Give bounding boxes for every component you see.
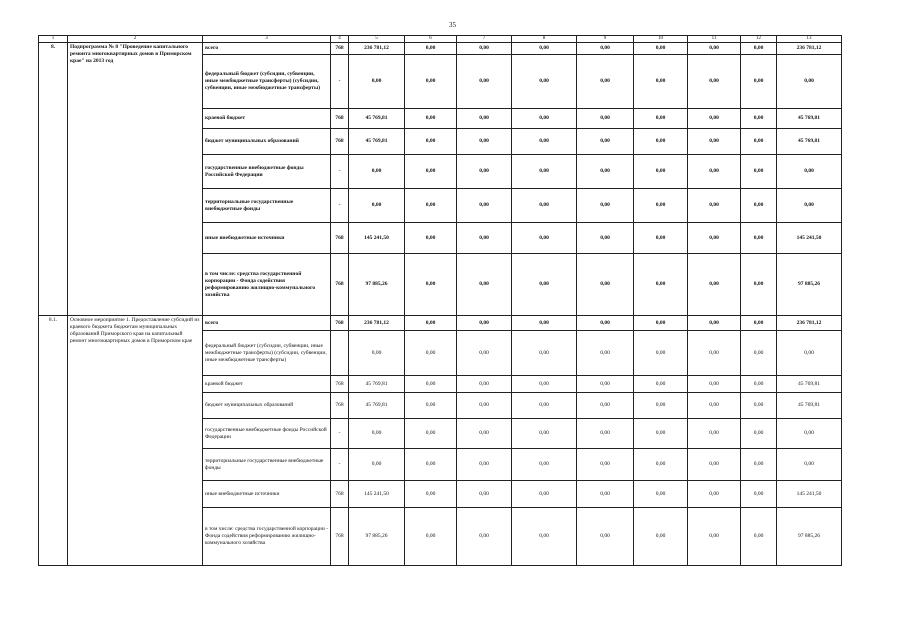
budget-table <box>38 35 842 566</box>
amount-cell: 45 769,81 <box>349 393 405 419</box>
amount-cell: 0,00 <box>577 223 634 254</box>
column-number: 1 <box>39 36 68 43</box>
amount-cell: 0,00 <box>634 508 688 566</box>
amount-cell: 0,00 <box>405 129 457 155</box>
amount-cell: 0,00 <box>634 481 688 508</box>
amount-cell: 0,00 <box>349 55 405 109</box>
amount-cell: 0,00 <box>405 331 457 376</box>
amount-cell: 0,00 <box>741 189 777 223</box>
amount-cell: 0,00 <box>688 508 741 566</box>
amount-cell: 0,00 <box>512 481 577 508</box>
amount-cell: 0,00 <box>777 189 842 223</box>
amount-cell: 0,00 <box>577 129 634 155</box>
amount-cell: 0,00 <box>577 155 634 189</box>
amount-cell: 0,00 <box>741 376 777 393</box>
column-number: 8 <box>512 36 577 43</box>
code-cell: - <box>331 155 349 189</box>
amount-cell: 0,00 <box>688 155 741 189</box>
code-cell: 768 <box>331 223 349 254</box>
funding-source: иные внебюджетные источники <box>203 223 331 254</box>
amount-cell: 45 769,81 <box>349 129 405 155</box>
column-number: 12 <box>741 36 777 43</box>
amount-cell: 0,00 <box>688 189 741 223</box>
amount-cell: 0,00 <box>405 189 457 223</box>
amount-cell: 0,00 <box>577 481 634 508</box>
amount-cell: 0,00 <box>512 223 577 254</box>
amount-cell: 0,00 <box>634 129 688 155</box>
amount-cell: 0,00 <box>577 393 634 419</box>
amount-cell: 0,00 <box>405 43 457 55</box>
amount-cell: 0,00 <box>741 449 777 481</box>
amount-cell: 0,00 <box>688 376 741 393</box>
amount-cell: 0,00 <box>349 449 405 481</box>
code-cell: - <box>331 189 349 223</box>
amount-cell: 97 885,26 <box>349 508 405 566</box>
amount-cell: 0,00 <box>688 43 741 55</box>
amount-cell: 0,00 <box>512 449 577 481</box>
amount-cell: 0,00 <box>741 155 777 189</box>
amount-cell: 236 781,12 <box>777 43 842 55</box>
subprogram-section <box>39 43 842 316</box>
amount-cell: 0,00 <box>688 129 741 155</box>
amount-cell: 0,00 <box>741 331 777 376</box>
amount-cell: 0,00 <box>577 43 634 55</box>
funding-source: в том числе: средства государственной корпорации - Фонда содействия реформированию жилищно-коммунального хозяйства <box>203 508 331 566</box>
code-cell: 768 <box>331 481 349 508</box>
amount-cell: 0,00 <box>405 449 457 481</box>
amount-cell: 0,00 <box>688 393 741 419</box>
amount-cell: 0,00 <box>457 376 512 393</box>
amount-cell: 45 769,81 <box>777 393 842 419</box>
amount-cell: 0,00 <box>577 508 634 566</box>
amount-cell: 0,00 <box>741 481 777 508</box>
amount-cell: 145 241,50 <box>777 481 842 508</box>
amount-cell: 0,00 <box>349 331 405 376</box>
amount-cell: 0,00 <box>634 109 688 129</box>
column-number: 3 <box>203 36 331 43</box>
amount-cell: 0,00 <box>688 481 741 508</box>
funding-source: в том числе: средства государственной корпорации - Фонда содействия реформированию жилищно-коммунального хозяйства <box>203 254 331 316</box>
amount-cell: 0,00 <box>512 254 577 316</box>
amount-cell: 0,00 <box>405 376 457 393</box>
amount-cell: 0,00 <box>457 223 512 254</box>
amount-cell: 0,00 <box>512 508 577 566</box>
amount-cell: 0,00 <box>577 449 634 481</box>
column-number: 5 <box>349 36 405 43</box>
amount-cell: 0,00 <box>634 223 688 254</box>
amount-cell: 0,00 <box>457 189 512 223</box>
amount-cell: 0,00 <box>688 223 741 254</box>
amount-cell: 0,00 <box>349 419 405 449</box>
code-cell: 768 <box>331 316 349 331</box>
amount-cell: 0,00 <box>457 43 512 55</box>
amount-cell: 236 781,12 <box>349 43 405 55</box>
funding-source: территориальные государственные внебюджетные фонды <box>203 189 331 223</box>
amount-cell: 0,00 <box>405 481 457 508</box>
amount-cell: 0,00 <box>634 316 688 331</box>
code-cell: 768 <box>331 254 349 316</box>
amount-cell: 0,00 <box>512 331 577 376</box>
amount-cell: 0,00 <box>577 331 634 376</box>
amount-cell: 0,00 <box>577 419 634 449</box>
amount-cell: 0,00 <box>512 376 577 393</box>
amount-cell: 236 781,12 <box>777 316 842 331</box>
amount-cell: 0,00 <box>634 393 688 419</box>
amount-cell: 0,00 <box>405 223 457 254</box>
amount-cell: 0,00 <box>688 419 741 449</box>
amount-cell: 0,00 <box>777 331 842 376</box>
funding-source: государственные внебюджетные фонды Российской Федерации <box>203 419 331 449</box>
amount-cell: 0,00 <box>457 55 512 109</box>
amount-cell: 45 769,81 <box>777 129 842 155</box>
table-row <box>39 316 842 331</box>
amount-cell: 0,00 <box>688 449 741 481</box>
funding-source: краевой бюджет <box>203 376 331 393</box>
amount-cell: 0,00 <box>688 316 741 331</box>
section-number: 8. <box>39 43 68 316</box>
amount-cell: 45 769,81 <box>349 376 405 393</box>
amount-cell: 0,00 <box>741 129 777 155</box>
funding-source: бюджет муниципальных образований <box>203 393 331 419</box>
amount-cell: 0,00 <box>741 223 777 254</box>
funding-source: краевой бюджет <box>203 109 331 129</box>
amount-cell: 0,00 <box>405 393 457 419</box>
amount-cell: 0,00 <box>777 419 842 449</box>
amount-cell: 0,00 <box>634 419 688 449</box>
section-title: Основное мероприятие 1. Предоставление субсидий из краевого бюджета бюджетам муниципальных образований Приморского края на капитальный ремонт многоквартирных домов в Приморском крае <box>68 316 203 566</box>
amount-cell: 0,00 <box>634 376 688 393</box>
amount-cell: 0,00 <box>512 43 577 55</box>
funding-source: территориальные государственные внебюджетные фонды <box>203 449 331 481</box>
code-cell <box>331 331 349 376</box>
amount-cell: 236 781,12 <box>349 316 405 331</box>
column-number: 7 <box>457 36 512 43</box>
funding-source: всего <box>203 316 331 331</box>
amount-cell: 0,00 <box>634 189 688 223</box>
amount-cell: 0,00 <box>512 419 577 449</box>
section-number: 8.1. <box>39 316 68 566</box>
amount-cell: 97 885,26 <box>777 508 842 566</box>
amount-cell: 0,00 <box>457 481 512 508</box>
amount-cell: 0,00 <box>457 449 512 481</box>
code-cell: - <box>331 55 349 109</box>
amount-cell: 0,00 <box>405 155 457 189</box>
amount-cell: 0,00 <box>741 419 777 449</box>
column-number: 6 <box>405 36 457 43</box>
column-number: 11 <box>688 36 741 43</box>
column-number: 9 <box>577 36 634 43</box>
amount-cell: 0,00 <box>405 254 457 316</box>
amount-cell: 0,00 <box>741 55 777 109</box>
amount-cell: 0,00 <box>634 155 688 189</box>
amount-cell: 0,00 <box>741 254 777 316</box>
amount-cell: 0,00 <box>688 55 741 109</box>
amount-cell: 0,00 <box>512 393 577 419</box>
code-cell: 768 <box>331 376 349 393</box>
amount-cell: 145 241,50 <box>349 223 405 254</box>
amount-cell: 0,00 <box>405 508 457 566</box>
amount-cell: 0,00 <box>577 316 634 331</box>
column-number-row <box>39 36 842 43</box>
amount-cell: 0,00 <box>577 109 634 129</box>
amount-cell: 0,00 <box>457 419 512 449</box>
amount-cell: 97 885,26 <box>349 254 405 316</box>
amount-cell: 0,00 <box>405 55 457 109</box>
amount-cell: 0,00 <box>405 419 457 449</box>
amount-cell: 0,00 <box>349 155 405 189</box>
amount-cell: 0,00 <box>688 331 741 376</box>
funding-source: федеральный бюджет (субсидии, субвенции, иные межбюджетные трансферты) (субсидии, субвенции, иные межбюджетные трансферты) <box>203 55 331 109</box>
amount-cell: 0,00 <box>405 316 457 331</box>
amount-cell: 45 769,81 <box>349 109 405 129</box>
amount-cell: 0,00 <box>741 393 777 419</box>
amount-cell: 145 241,50 <box>349 481 405 508</box>
column-number: 13 <box>777 36 842 43</box>
amount-cell: 0,00 <box>741 508 777 566</box>
activity-section <box>39 316 842 566</box>
amount-cell: 0,00 <box>457 254 512 316</box>
amount-cell: 0,00 <box>741 43 777 55</box>
funding-source: иные внебюджетные источники <box>203 481 331 508</box>
amount-cell: 0,00 <box>512 109 577 129</box>
amount-cell: 45 769,81 <box>777 109 842 129</box>
section-title: Подпрограмма № 8 "Проведение капитального ремонта многоквартирных домов в Приморском крае" на 2013 год <box>68 43 203 316</box>
column-number: 10 <box>634 36 688 43</box>
amount-cell: 0,00 <box>512 155 577 189</box>
funding-source: бюджет муниципальных образований <box>203 129 331 155</box>
amount-cell: 0,00 <box>512 316 577 331</box>
amount-cell: 0,00 <box>457 508 512 566</box>
funding-source: государственные внебюджетные фонды Российской Федерации <box>203 155 331 189</box>
code-cell: - <box>331 449 349 481</box>
code-cell: 768 <box>331 393 349 419</box>
amount-cell: 0,00 <box>349 189 405 223</box>
amount-cell: 0,00 <box>457 316 512 331</box>
page-number: 35 <box>449 21 456 29</box>
funding-source: федеральный бюджет (субсидии, субвенции, иные межбюджетные трансферты) (субсидии, субвенции, иные межбюджетные трансферты) <box>203 331 331 376</box>
amount-cell: 0,00 <box>457 129 512 155</box>
table-row <box>39 43 842 55</box>
amount-cell: 0,00 <box>634 55 688 109</box>
amount-cell: 0,00 <box>634 43 688 55</box>
funding-source: всего <box>203 43 331 55</box>
amount-cell: 45 769,81 <box>777 376 842 393</box>
amount-cell: 0,00 <box>512 129 577 155</box>
amount-cell: 0,00 <box>777 155 842 189</box>
code-cell: 768 <box>331 508 349 566</box>
code-cell: 768 <box>331 109 349 129</box>
amount-cell: 0,00 <box>512 189 577 223</box>
code-cell: 768 <box>331 43 349 55</box>
code-cell: - <box>331 419 349 449</box>
amount-cell: 0,00 <box>688 109 741 129</box>
amount-cell: 0,00 <box>634 331 688 376</box>
amount-cell: 0,00 <box>577 55 634 109</box>
column-number: 2 <box>68 36 203 43</box>
amount-cell: 0,00 <box>741 109 777 129</box>
code-cell: 768 <box>331 129 349 155</box>
amount-cell: 0,00 <box>777 449 842 481</box>
amount-cell: 0,00 <box>634 254 688 316</box>
amount-cell: 0,00 <box>457 393 512 419</box>
column-number: 4 <box>331 36 349 43</box>
amount-cell: 0,00 <box>577 254 634 316</box>
amount-cell: 0,00 <box>457 155 512 189</box>
amount-cell: 97 885,26 <box>777 254 842 316</box>
amount-cell: 0,00 <box>634 449 688 481</box>
amount-cell: 145 241,50 <box>777 223 842 254</box>
amount-cell: 0,00 <box>777 55 842 109</box>
amount-cell: 0,00 <box>457 109 512 129</box>
amount-cell: 0,00 <box>577 189 634 223</box>
amount-cell: 0,00 <box>741 316 777 331</box>
amount-cell: 0,00 <box>457 331 512 376</box>
amount-cell: 0,00 <box>688 254 741 316</box>
amount-cell: 0,00 <box>577 376 634 393</box>
amount-cell: 0,00 <box>512 55 577 109</box>
amount-cell: 0,00 <box>405 109 457 129</box>
